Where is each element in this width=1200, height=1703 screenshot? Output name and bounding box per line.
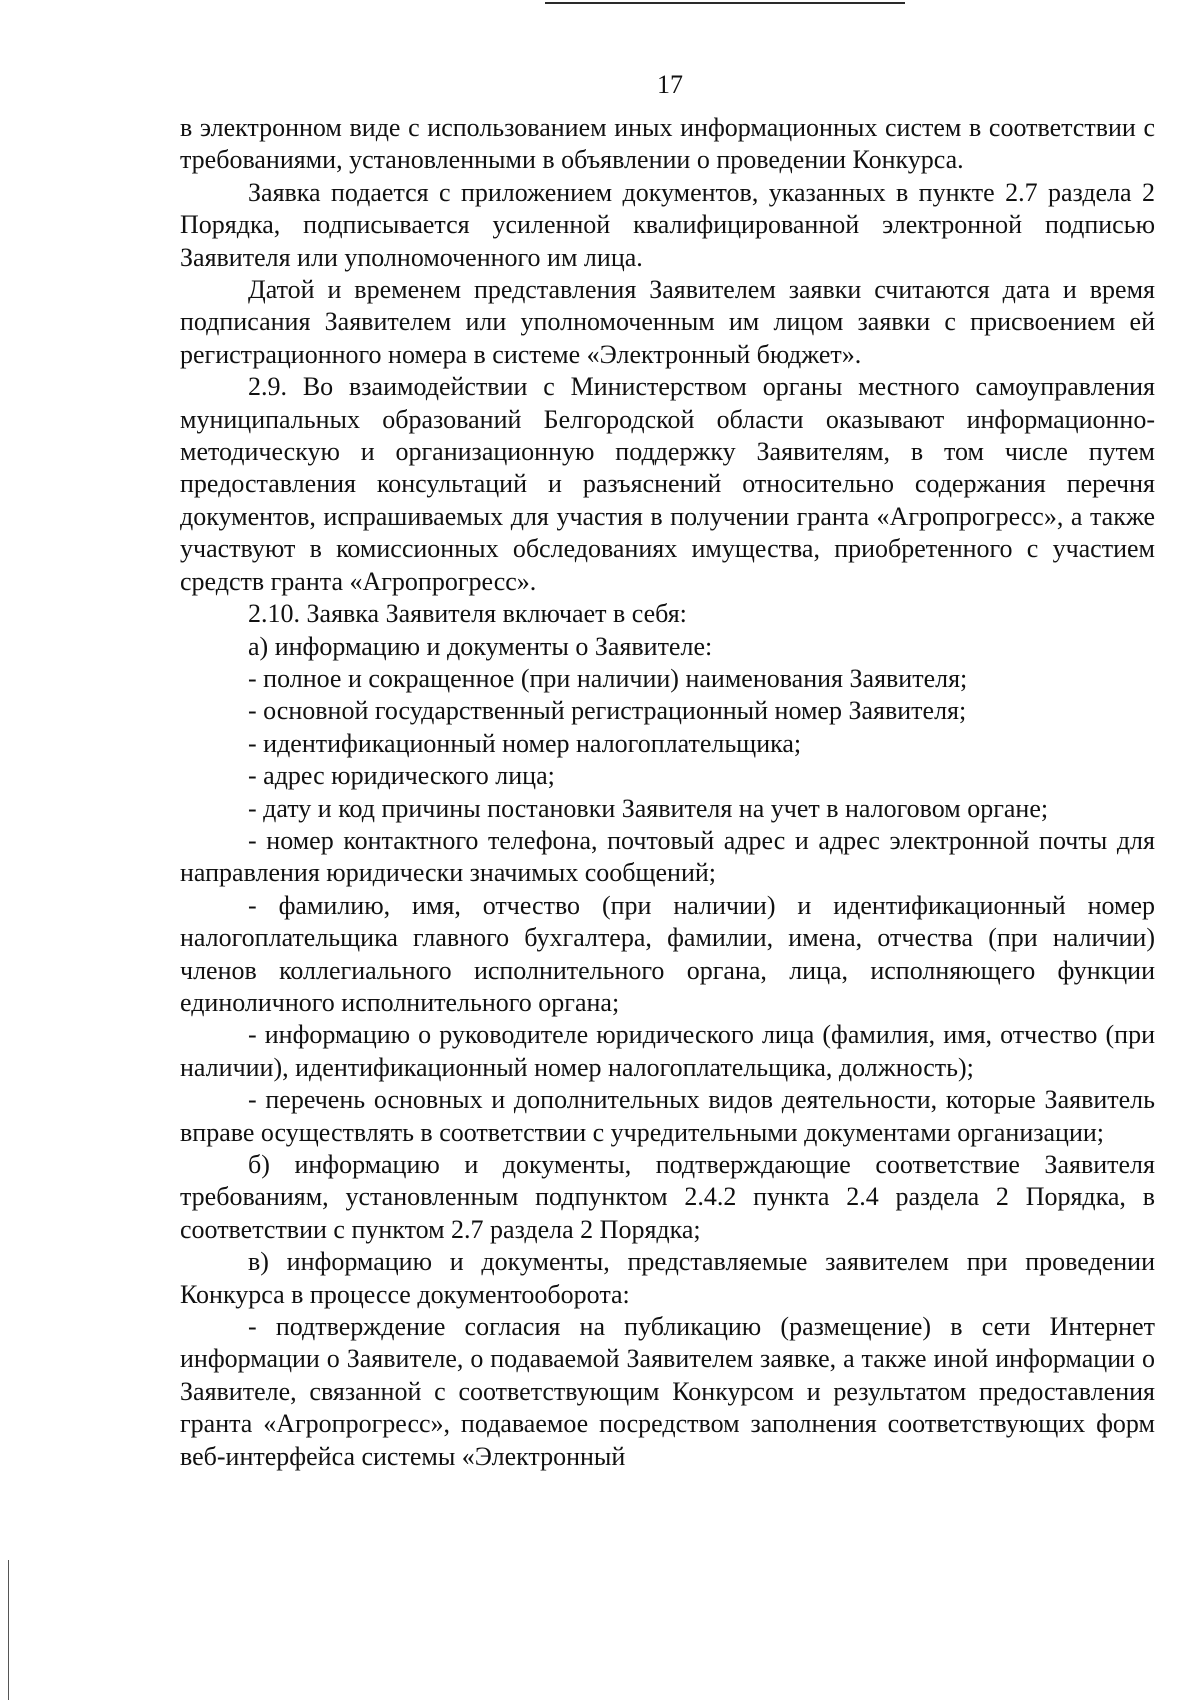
- document-body: [180, 112, 1155, 1473]
- paragraph-continuation: в электронном виде с использованием иных информационных систем в соответствии с требованиями, установленными в объявлении о проведении Конкурса.: [180, 113, 1155, 175]
- page-number: 17: [657, 70, 683, 99]
- top-scan-rule: [545, 2, 905, 4]
- paragraph-submission-date: Датой и временем представления Заявителем заявки считаются дата и время подписания Заявителем или уполномоченным им лицом заявки с присвоением ей регистрационного номера в системе «Электронный бюджет».: [180, 275, 1155, 369]
- list-item-v: в) информацию и документы, представляемые заявителем при проведении Конкурса в процессе документооборота:: [180, 1247, 1155, 1309]
- list-item: - номер контактного телефона, почтовый адрес и адрес электронной почты для направления юридически значимых сообщений;: [180, 825, 1155, 888]
- list-item-b: б) информацию и документы, подтверждающие соответствие Заявителя требованиям, установленным подпунктом 2.4.2 пункта 2.4 раздела 2 Порядка, в соответствии с пунктом 2.7 раздела 2 Порядка;: [180, 1150, 1155, 1244]
- list-item: - идентификационный номер налогоплательщика;: [248, 728, 802, 758]
- list-item: - дату и код причины постановки Заявителя на учет в налоговом органе;: [248, 793, 1049, 823]
- paragraph-section-2-10: 2.10. Заявка Заявителя включает в себя:: [248, 599, 687, 629]
- left-scan-edge: [8, 1560, 9, 1700]
- list-item: - перечень основных и дополнительных видов деятельности, которые Заявитель вправе осуществлять в соответствии с учредительными документами организации;: [180, 1085, 1155, 1147]
- list-item: - адрес юридического лица;: [248, 761, 555, 791]
- list-item: - информацию о руководителе юридического лица (фамилия, имя, отчество (при наличии), идентификационный номер налогоплательщика, должность);: [180, 1020, 1155, 1082]
- list-item: - основной государственный регистрационный номер Заявителя;: [248, 696, 967, 726]
- paragraph-application-submission: Заявка подается с приложением документов, указанных в пункте 2.7 раздела 2 Порядка, подписывается усиленной квалифицированной электронной подписью Заявителя или уполномоченного им лица.: [180, 177, 1155, 272]
- list-item: - фамилию, имя, отчество (при наличии) и идентификационный номер налогоплательщика главного бухгалтера, фамилии, имена, отчества (при наличии) членов коллегиального исполнительного органа, лица, исполняющего функции единоличного исполнительного органа;: [180, 890, 1155, 1017]
- paragraph-section-2-9: 2.9. Во взаимодействии с Министерством органы местного самоуправления муниципальных образований Белгородской области оказывают информационно-методическую и организационную поддержку Заявителям, в том числе путем предоставления консультаций и разъяснений относительно содержания перечня документов, испрашиваемых для участия в получении гранта «Агропрогресс», а также участвуют в комиссионных обследованиях имущества, приобретенного с участием средств гранта «Агропрогресс».: [180, 372, 1155, 596]
- list-item: - полное и сокращенное (при наличии) наименования Заявителя;: [248, 663, 968, 693]
- list-item-a: а) информацию и документы о Заявителе:: [248, 631, 713, 661]
- list-item: - подтверждение согласия на публикацию (размещение) в сети Интернет информации о Заявителе, о подаваемой Заявителем заявке, а также иной информации о Заявителе, связанной с соответствующим Конкурсом и результатом предоставления гранта «Агропрогресс», подаваемое посредством заполнения соответствующих форм веб-интерфейса системы «Электронный: [180, 1312, 1155, 1471]
